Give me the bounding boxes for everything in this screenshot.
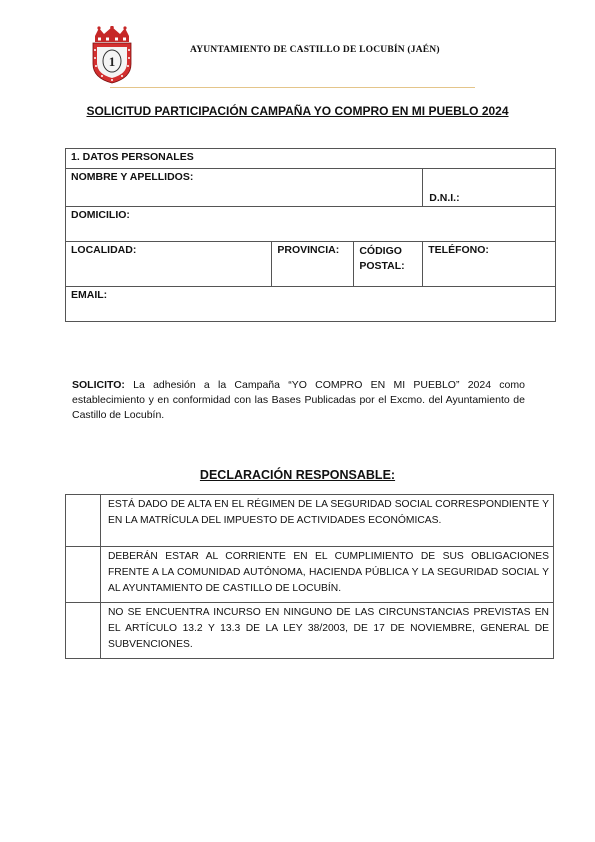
svg-text:1: 1: [108, 54, 116, 69]
nombre-field[interactable]: [66, 169, 423, 207]
document-title: SOLICITUD PARTICIPACIÓN CAMPAÑA YO COMPRO EN MI PUEBLO 2024: [86, 104, 509, 118]
domicilio-field[interactable]: [66, 207, 556, 242]
declaracion-item: NO SE ENCUENTRA INCURSO EN NINGUNO DE LAS CIRCUNSTANCIAS PREVISTAS EN EL ARTÍCULO 13.2 Y 13.3 DE LA LEY 38/2003, DE 17 DE NOVIEMBRE, GENERAL DE SUBVENCIONES.: [101, 603, 554, 659]
provincia-field[interactable]: [272, 242, 354, 287]
solicito-label: SOLICITO:: [72, 379, 125, 391]
declaracion-table: [65, 494, 554, 659]
section-heading: 1. DATOS PERSONALES: [66, 149, 556, 169]
localidad-field[interactable]: [66, 242, 272, 287]
email-field[interactable]: [66, 287, 556, 322]
declaracion-checkbox[interactable]: [66, 495, 101, 547]
dni-field[interactable]: [423, 169, 556, 207]
telefono-label: TELÉFONO:: [428, 244, 489, 256]
postal-label: POSTAL:: [359, 260, 405, 272]
declaracion-checkbox[interactable]: [66, 603, 101, 659]
telefono-field[interactable]: [423, 242, 556, 287]
municipal-crest-logo: [90, 26, 134, 84]
declaracion-checkbox[interactable]: [66, 547, 101, 603]
declaracion-item: DEBERÁN ESTAR AL CORRIENTE EN EL CUMPLIMIENTO DE SUS OBLIGACIONES FRENTE A LA COMUNIDAD AUTÓNOMA, HACIENDA PÚBLICA Y LA SEGURIDAD SOCIAL Y AL AYUNTAMIENTO DE CASTILLO DE LOCUBÍN.: [101, 547, 554, 603]
header-divider: [110, 87, 475, 88]
solicito-text: La adhesión a la Campaña “YO COMPRO EN MI PUEBLO” 2024 como establecimiento y en conformidad con las Bases Publicadas por el Excmo. del Ayuntamiento de Castillo de Locubín.: [72, 379, 525, 421]
declaracion-item: ESTÁ DADO DE ALTA EN EL RÉGIMEN DE LA SEGURIDAD SOCIAL CORRESPONDIENTE Y EN LA MATRÍCULA DEL IMPUESTO DE ACTIVIDADES ECONÓMICAS.: [101, 495, 554, 547]
organization-header: AYUNTAMIENTO DE CASTILLO DE LOCUBÍN (JAÉN): [190, 45, 440, 55]
provincia-label: PROVINCIA:: [277, 244, 340, 256]
codigo-postal-field[interactable]: [354, 242, 423, 287]
personal-data-form: [65, 148, 556, 322]
nombre-label: NOMBRE Y APELLIDOS:: [71, 171, 194, 183]
email-label: EMAIL:: [71, 289, 108, 301]
codigo-label: CÓDIGO: [359, 245, 402, 257]
declaracion-title: DECLARACIÓN RESPONSABLE:: [199, 468, 396, 482]
domicilio-label: DOMICILIO:: [71, 209, 130, 221]
solicito-paragraph: [72, 378, 525, 423]
dni-label: D.N.I.:: [429, 192, 460, 204]
localidad-label: LOCALIDAD:: [71, 244, 137, 256]
